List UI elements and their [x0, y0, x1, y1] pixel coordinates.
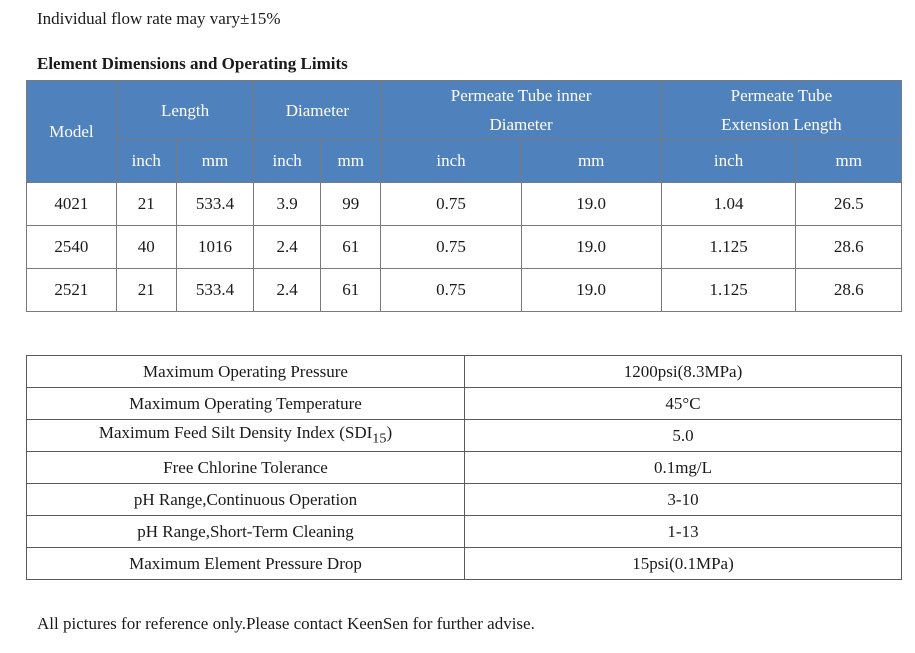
table-cell: 21	[116, 269, 176, 312]
limit-value: 1200psi(8.3MPa)	[465, 356, 902, 388]
limit-row	[27, 548, 902, 580]
model-cell: 2521	[27, 269, 117, 312]
table-row	[27, 183, 902, 226]
table-cell: 1.04	[661, 183, 796, 226]
limit-value: 1-13	[465, 516, 902, 548]
table-cell: 533.4	[176, 269, 254, 312]
limit-row	[27, 420, 902, 452]
table-cell: 19.0	[521, 226, 661, 269]
table-cell: 61	[320, 226, 380, 269]
permeate-tube-inner-diameter-header	[381, 81, 661, 140]
table-cell: 28.6	[796, 269, 902, 312]
limit-label-text: Maximum Feed Silt Density Index (SDI	[98, 423, 373, 443]
model-cell: 4021	[27, 183, 117, 226]
operating-limits-table	[26, 355, 902, 580]
limit-value: 45°C	[465, 388, 902, 420]
unit-header: inch	[381, 140, 521, 183]
table-cell: 99	[320, 183, 380, 226]
unit-header: mm	[521, 140, 661, 183]
diameter-header	[254, 81, 381, 140]
header-line: Diameter	[489, 115, 553, 134]
limit-row	[27, 388, 902, 420]
diameter-header-line: Diameter	[285, 100, 350, 120]
length-header-line: Length	[160, 100, 210, 120]
limit-label: Maximum Operating Temperature	[27, 388, 465, 420]
table-cell: 40	[116, 226, 176, 269]
table-cell: 1016	[176, 226, 254, 269]
limit-label-close: )	[386, 423, 393, 443]
unit-header: mm	[176, 140, 254, 183]
footer-note: All pictures for reference only.Please contact KeenSen for further advise.	[37, 614, 535, 633]
model-header: Model	[27, 81, 117, 183]
table-cell: 2.4	[254, 226, 321, 269]
limit-row	[27, 516, 902, 548]
table-row	[27, 226, 902, 269]
unit-header: mm	[796, 140, 902, 183]
table-cell: 533.4	[176, 183, 254, 226]
header-line: Permeate Tube	[730, 86, 833, 105]
limit-label	[27, 420, 465, 452]
limit-label: Free Chlorine Tolerance	[27, 452, 465, 484]
limit-label: pH Range,Short-Term Cleaning	[27, 516, 465, 548]
table-cell: 61	[320, 269, 380, 312]
section-title: Element Dimensions and Operating Limits	[37, 54, 348, 73]
unit-header: inch	[661, 140, 796, 183]
table-cell: 1.125	[661, 226, 796, 269]
limit-value: 15psi(0.1MPa)	[465, 548, 902, 580]
table-cell: 0.75	[381, 269, 521, 312]
dimensions-table	[26, 80, 902, 312]
limit-value: 3-10	[465, 484, 902, 516]
permeate-tube-extension-length-header	[661, 81, 901, 140]
limit-value: 0.1mg/L	[465, 452, 902, 484]
limit-row	[27, 452, 902, 484]
limit-label: Maximum Element Pressure Drop	[27, 548, 465, 580]
header-line: Permeate Tube inner	[450, 86, 592, 105]
table-cell: 1.125	[661, 269, 796, 312]
table-cell: 2.4	[254, 269, 321, 312]
limit-value: 5.0	[465, 420, 902, 452]
length-header	[116, 81, 254, 140]
unit-header: mm	[320, 140, 380, 183]
limit-label: pH Range,Continuous Operation	[27, 484, 465, 516]
flow-rate-note: Individual flow rate may vary±15%	[37, 9, 281, 28]
table-cell: 19.0	[521, 183, 661, 226]
limit-label-subscript: 15	[372, 430, 387, 447]
table-cell: 28.6	[796, 226, 902, 269]
header-line: Extension Length	[721, 115, 842, 134]
unit-header: inch	[254, 140, 321, 183]
table-cell: 19.0	[521, 269, 661, 312]
model-cell: 2540	[27, 226, 117, 269]
table-cell: 0.75	[381, 226, 521, 269]
limit-row	[27, 356, 902, 388]
unit-header: inch	[116, 140, 176, 183]
limit-label: Maximum Operating Pressure	[27, 356, 465, 388]
table-cell: 26.5	[796, 183, 902, 226]
limit-row	[27, 484, 902, 516]
table-row	[27, 269, 902, 312]
table-cell: 0.75	[381, 183, 521, 226]
table-cell: 3.9	[254, 183, 321, 226]
table-cell: 21	[116, 183, 176, 226]
